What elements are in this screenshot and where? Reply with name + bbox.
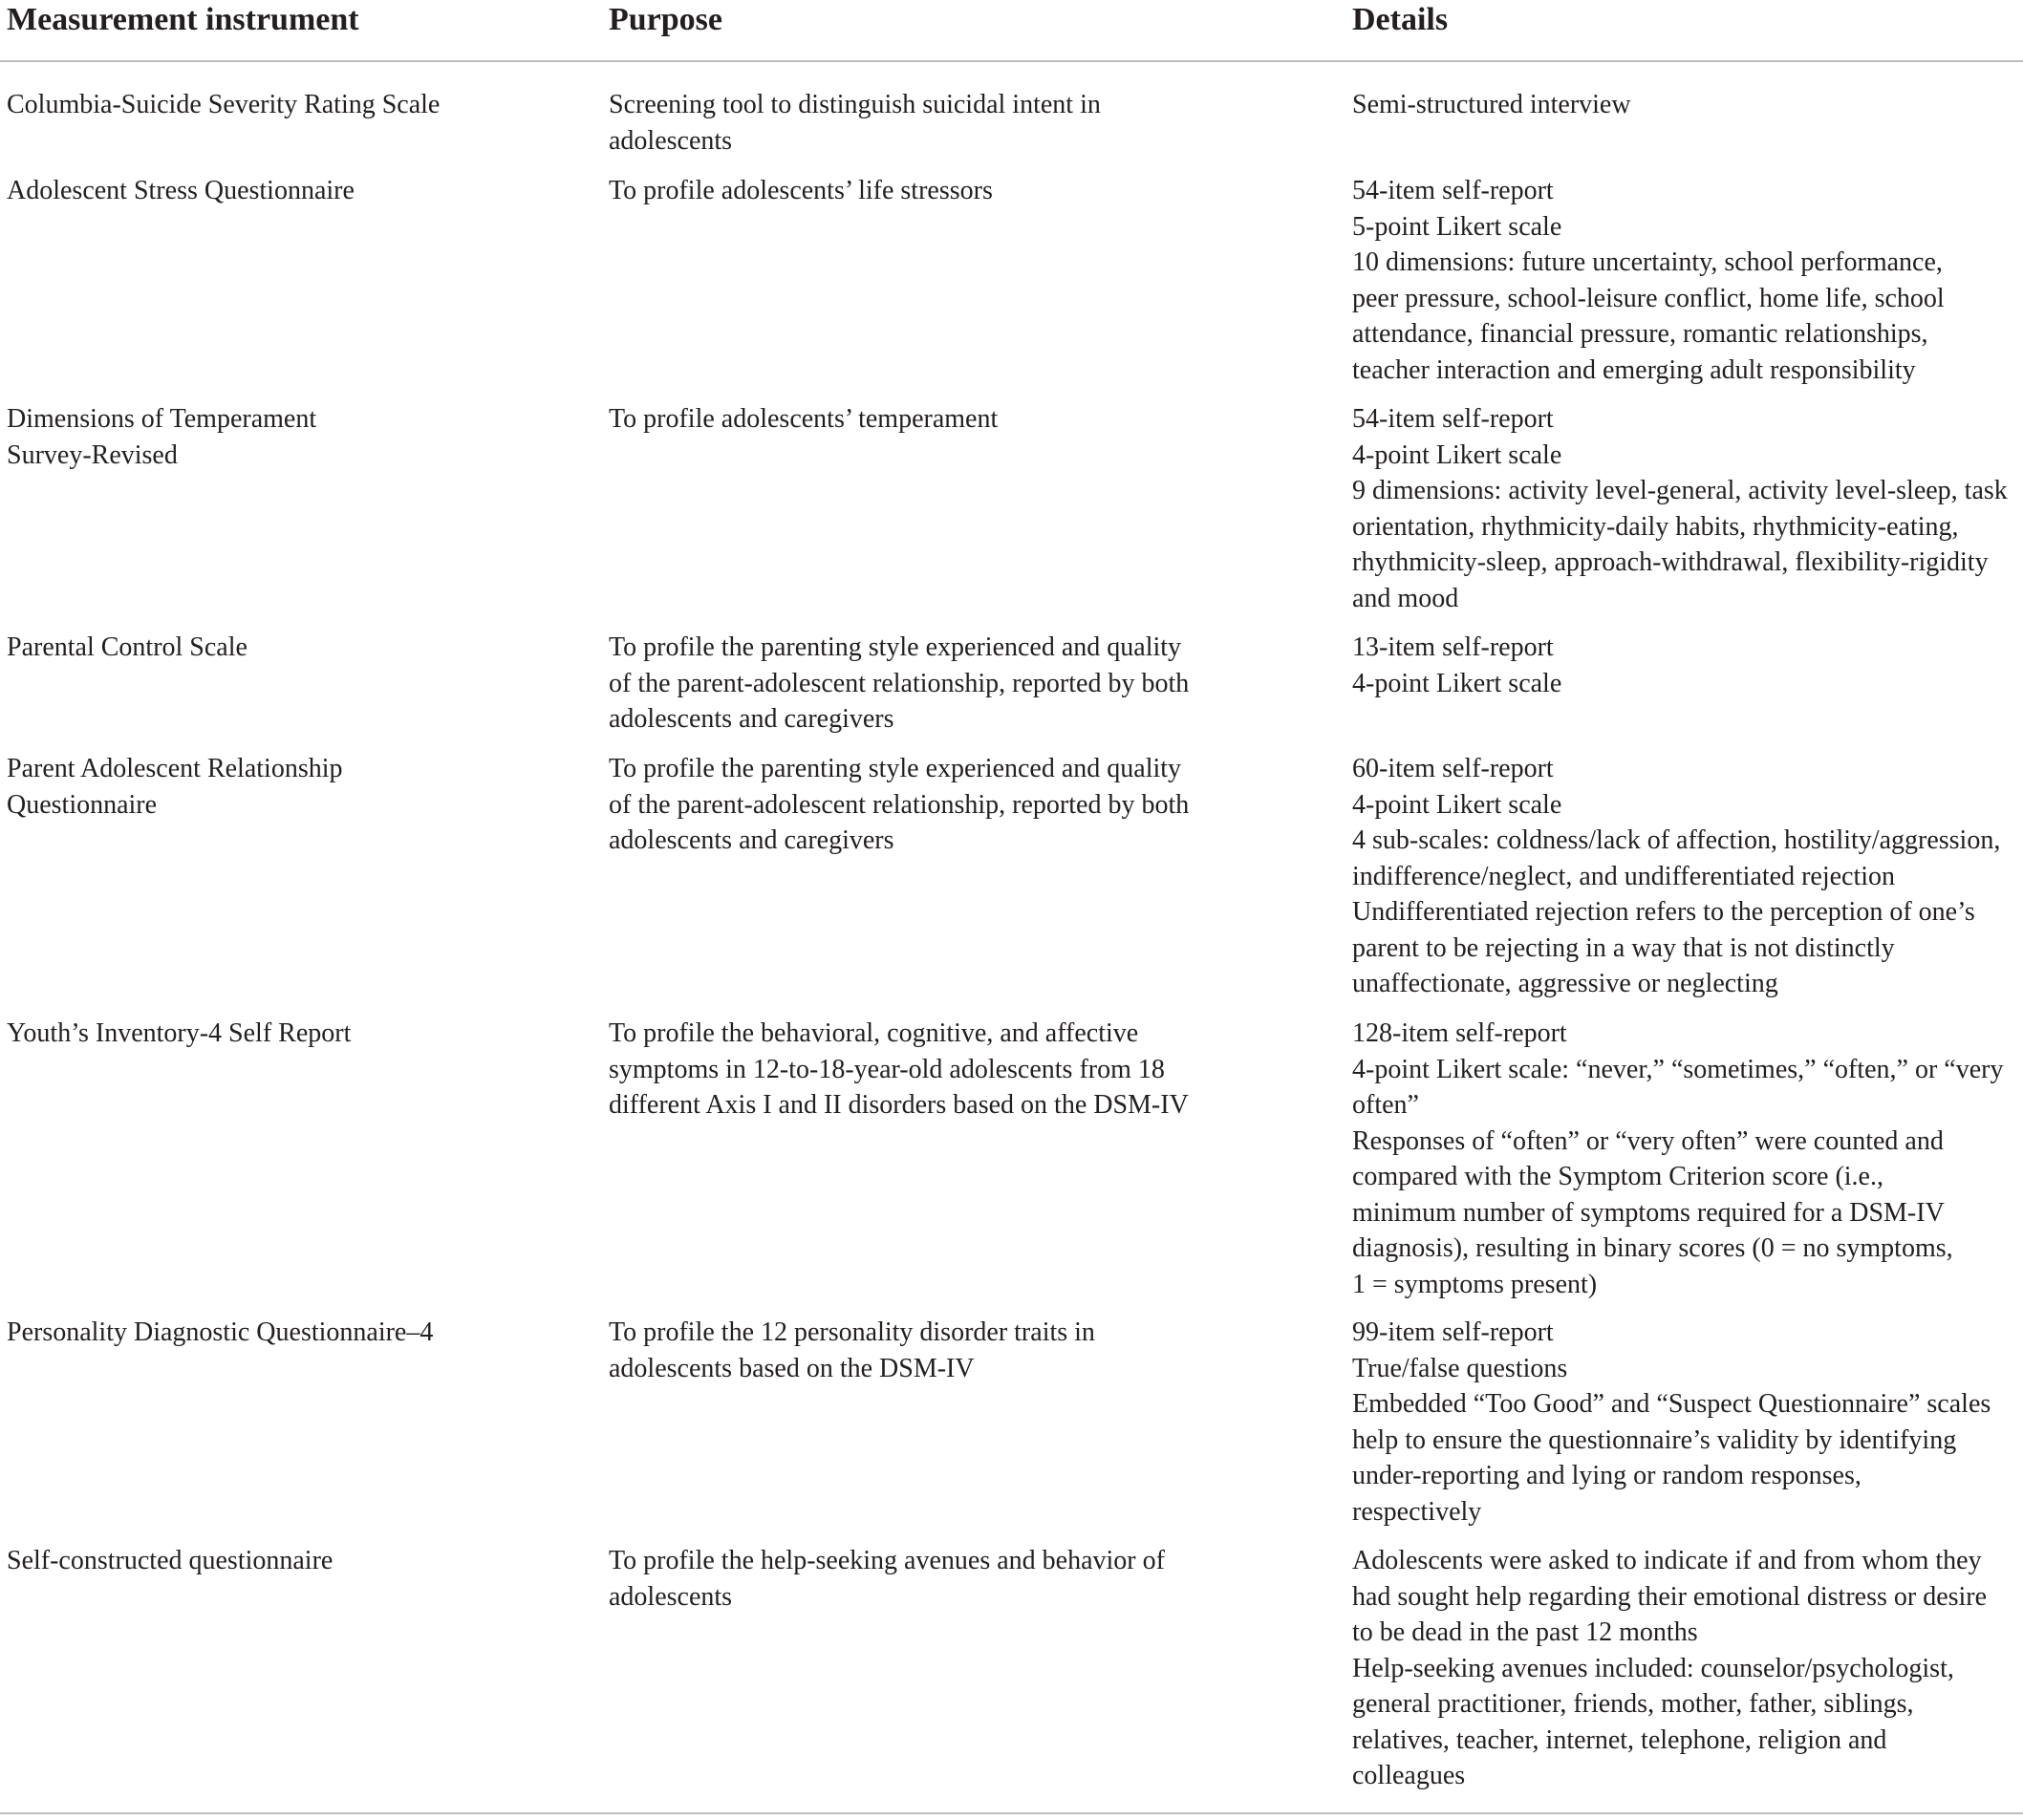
cell-text-line: To profile the help-seeking avenues and behavior of xyxy=(609,1546,1165,1575)
cell-text-line: Responses of “often” or “very often” were counted and xyxy=(1352,1125,1944,1156)
cell-text-line: 128-item self-report xyxy=(1352,1018,1567,1048)
cell-text-line: Embedded “Too Good” and “Suspect Questionnaire” scales xyxy=(1352,1389,1991,1419)
cell-text-line: To profile the parenting style experienced and quality xyxy=(609,754,1182,783)
header-details: Details xyxy=(1352,2,1449,37)
cell-text-line: To profile adolescents’ temperament xyxy=(609,404,999,434)
cell-text-line: under-reporting and lying or random responses, xyxy=(1352,1461,1862,1490)
cell-text-line: respectively xyxy=(1352,1496,1482,1527)
cell-text-line: parent to be rejecting in a way that is not distinctly xyxy=(1352,932,1895,963)
details-cell xyxy=(1352,751,2021,1002)
cell-text-line: To profile the parenting style experienced and quality xyxy=(609,632,1182,662)
cell-text-line: adolescents xyxy=(609,1581,733,1612)
cell-text-line: To profile the behavioral, cognitive, and affective xyxy=(609,1018,1139,1048)
instrument-cell xyxy=(7,1315,599,1351)
cell-text-line: adolescents based on the DSM-IV xyxy=(609,1353,975,1383)
cell-text-line: 4-point Likert scale: “never,” “sometimes,” “often,” or “very xyxy=(1352,1054,2004,1084)
cell-text-line: attendance, financial pressure, romantic relationships, xyxy=(1352,319,1928,349)
instrument-cell xyxy=(7,87,599,123)
cell-text-line: 5-point Likert scale xyxy=(1352,211,1562,242)
header-purpose: Purpose xyxy=(609,2,722,37)
cell-text-line: 9 dimensions: activity level-general, activity level-sleep, task xyxy=(1352,476,2008,505)
table-header xyxy=(0,0,2023,60)
cell-text-line: To profile the 12 personality disorder traits in xyxy=(609,1317,1095,1347)
table-bottom-divider xyxy=(0,1812,2023,1814)
cell-text-line: of the parent-adolescent relationship, reported by both xyxy=(609,789,1190,820)
cell-text-line: True/false questions xyxy=(1352,1353,1568,1383)
purpose-cell xyxy=(609,1016,1239,1124)
cell-text-line: and mood xyxy=(1352,583,1459,613)
cell-text-line: Help-seeking avenues included: counselor/psychologist, xyxy=(1352,1653,1954,1683)
cell-text-line: orientation, rhythmicity-daily habits, rhythmicity-eating, xyxy=(1352,511,1959,542)
cell-text-line: Self-constructed questionnaire xyxy=(7,1546,334,1575)
purpose-cell xyxy=(609,87,1239,159)
cell-text-line: Questionnaire xyxy=(7,789,158,820)
cell-text-line: 1 = symptoms present) xyxy=(1352,1269,1598,1299)
details-cell xyxy=(1352,1315,2021,1530)
cell-text-line: indifference/neglect, and undifferentiated rejection xyxy=(1352,861,1896,891)
cell-text-line: to be dead in the past 12 months xyxy=(1352,1617,1698,1647)
header-measurement-instrument: Measurement instrument xyxy=(7,2,359,37)
cell-text-line: minimum number of symptoms required for a DSM-IV xyxy=(1352,1197,1945,1228)
cell-text-line: different Axis I and II disorders based on the DSM-IV xyxy=(609,1090,1189,1120)
cell-text-line: To profile adolescents’ life stressors xyxy=(609,176,993,205)
cell-text-line: diagnosis), resulting in binary scores (0 = no symptoms, xyxy=(1352,1233,1953,1263)
details-cell xyxy=(1352,1016,2021,1302)
cell-text-line: 99-item self-report xyxy=(1352,1317,1554,1347)
cell-text-line: rhythmicity-sleep, approach-withdrawal, flexibility-rigidity xyxy=(1352,547,1989,577)
cell-text-line: unaffectionate, aggressive or neglecting xyxy=(1352,969,1778,998)
purpose-cell xyxy=(609,173,1239,209)
cell-text-line: teacher interaction and emerging adult responsibility xyxy=(1352,354,1916,385)
details-cell xyxy=(1352,401,2021,616)
cell-text-line: relatives, teacher, internet, telephone, religion and xyxy=(1352,1724,1887,1755)
details-cell xyxy=(1352,1543,2021,1794)
header-divider xyxy=(0,60,2023,62)
purpose-cell xyxy=(609,630,1239,738)
cell-text-line: Screening tool to distinguish suicidal intent in xyxy=(609,90,1101,119)
cell-text-line: Parental Control Scale xyxy=(7,632,247,662)
cell-text-line: of the parent-adolescent relationship, reported by both xyxy=(609,668,1190,698)
instrument-cell xyxy=(7,1543,599,1579)
cell-text-line: help to ensure the questionnaire’s validity by identifying xyxy=(1352,1424,1957,1455)
cell-text-line: Semi-structured interview xyxy=(1352,90,1631,119)
purpose-cell xyxy=(609,1315,1239,1386)
purpose-cell xyxy=(609,401,1239,438)
instrument-cell xyxy=(7,630,599,666)
cell-text-line: Undifferentiated rejection refers to the perception of one’s xyxy=(1352,897,1975,927)
cell-text-line: 54-item self-report xyxy=(1352,176,1554,205)
cell-text-line: had sought help regarding their emotional distress or desire xyxy=(1352,1581,1988,1612)
details-cell xyxy=(1352,630,2021,701)
cell-text-line: adolescents xyxy=(609,125,733,156)
purpose-cell xyxy=(609,751,1239,859)
cell-text-line: compared with the Symptom Criterion score (i.e., xyxy=(1352,1162,1883,1191)
purpose-cell xyxy=(609,1543,1239,1615)
cell-text-line: 4-point Likert scale xyxy=(1352,668,1562,698)
details-cell xyxy=(1352,87,2021,123)
cell-text-line: symptoms in 12-to-18-year-old adolescents from 18 xyxy=(609,1054,1165,1084)
cell-text-line: adolescents and caregivers xyxy=(609,825,894,855)
cell-text-line: Adolescents were asked to indicate if and from whom they xyxy=(1352,1546,1982,1575)
cell-text-line: 54-item self-report xyxy=(1352,404,1554,434)
cell-text-line: general practitioner, friends, mother, father, siblings, xyxy=(1352,1689,1914,1719)
cell-text-line: 4-point Likert scale xyxy=(1352,789,1562,820)
cell-text-line: 4 sub-scales: coldness/lack of affection, hostility/aggression, xyxy=(1352,825,2001,855)
cell-text-line: peer pressure, school-leisure conflict, home life, school xyxy=(1352,283,1945,313)
cell-text-line: Survey-Revised xyxy=(7,439,178,470)
cell-text-line: adolescents and caregivers xyxy=(609,704,894,734)
cell-text-line: 10 dimensions: future uncertainty, school performance, xyxy=(1352,247,1943,277)
instrument-cell xyxy=(7,173,599,209)
cell-text-line: colleagues xyxy=(1352,1761,1466,1790)
cell-text-line: often” xyxy=(1352,1090,1419,1120)
cell-text-line: 60-item self-report xyxy=(1352,754,1554,783)
instrument-cell xyxy=(7,401,599,473)
cell-text-line: Dimensions of Temperament xyxy=(7,404,317,434)
details-cell xyxy=(1352,173,2021,388)
cell-text-line: 13-item self-report xyxy=(1352,632,1554,662)
cell-text-line: 4-point Likert scale xyxy=(1352,439,1562,470)
instrument-cell xyxy=(7,1016,599,1052)
cell-text-line: Columbia-Suicide Severity Rating Scale xyxy=(7,90,441,119)
cell-text-line: Youth’s Inventory-4 Self Report xyxy=(7,1018,352,1048)
cell-text-line: Parent Adolescent Relationship xyxy=(7,754,343,783)
cell-text-line: Personality Diagnostic Questionnaire–4 xyxy=(7,1317,434,1347)
instrument-cell xyxy=(7,751,599,823)
cell-text-line: Adolescent Stress Questionnaire xyxy=(7,176,355,205)
